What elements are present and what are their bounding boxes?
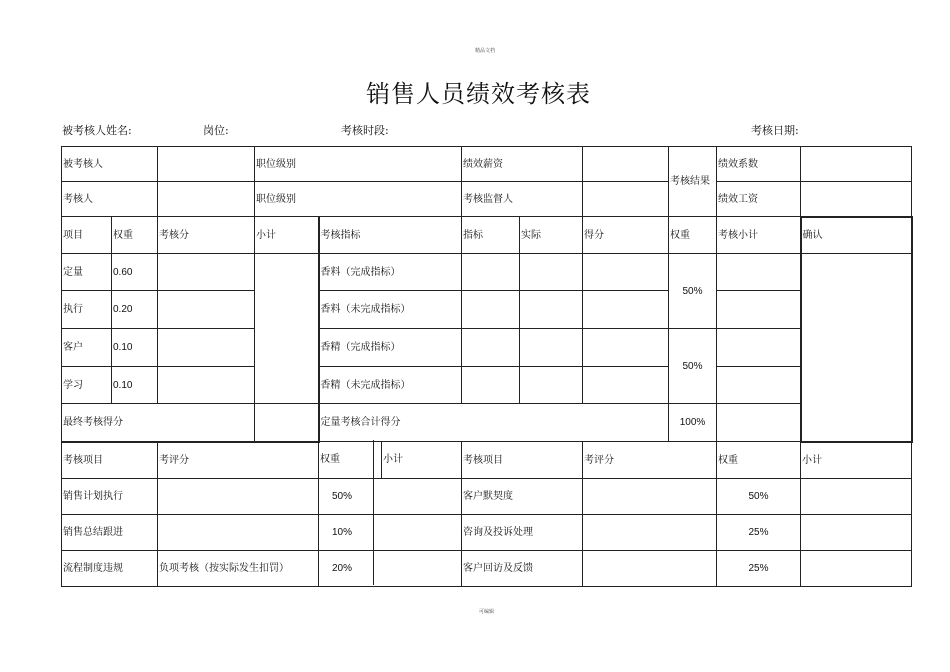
score-subtotal[interactable] — [255, 254, 319, 404]
confirm-box[interactable] — [801, 254, 912, 442]
points-1[interactable] — [583, 291, 669, 329]
col-score: 考核分 — [158, 217, 255, 254]
target-1[interactable] — [462, 291, 520, 329]
indicator-2: 香精（完成指标） — [319, 329, 462, 367]
qual-subtotal2-0[interactable] — [801, 479, 912, 515]
qual-weight-0: 50% — [319, 479, 462, 515]
perf-salary-value[interactable] — [583, 147, 669, 182]
qual-weight2-2: 25% — [717, 551, 801, 587]
quant-total-label: 定量考核合计得分 — [319, 404, 669, 442]
score-weight-1: 0.20 — [112, 291, 158, 329]
qual-weight-1: 10% — [319, 515, 462, 551]
qual-item2-1: 咨询及投诉处理 — [462, 515, 583, 551]
qual-col-weight2: 权重 — [717, 442, 801, 479]
qual-col-item: 考核项目 — [62, 442, 158, 479]
level-label-1: 职位级别 — [255, 147, 462, 182]
indicator-1: 香料（未完成指标） — [319, 291, 462, 329]
col-actual: 实际 — [520, 217, 583, 254]
perf-coeff-value[interactable] — [801, 147, 912, 182]
score-weight-3: 0.10 — [112, 367, 158, 404]
footer-note: 可编辑 — [479, 609, 495, 615]
result-label: 考核结果 — [669, 147, 717, 217]
employee-name-label: 被考核人姓名: — [62, 124, 132, 137]
target-0[interactable] — [462, 254, 520, 291]
qual-item-2: 流程制度违规 — [62, 551, 158, 587]
qual-rating2-2[interactable] — [583, 551, 717, 587]
final-score-value[interactable] — [255, 404, 319, 442]
col-subtotal: 小计 — [255, 217, 319, 254]
perf-wage-label: 绩效工资 — [717, 182, 801, 217]
score-value-0[interactable] — [158, 254, 255, 291]
indicator-3: 香精（未完成指标） — [319, 367, 462, 404]
qual-weight-2: 20% — [319, 551, 462, 587]
assess-subtotal-3[interactable] — [717, 367, 801, 404]
qual-col-rating: 考评分 — [158, 442, 319, 479]
perf-salary-label: 绩效薪资 — [462, 147, 583, 182]
score-item-1: 执行 — [62, 291, 112, 329]
col-confirm: 确认 — [801, 217, 912, 254]
col-indicator: 考核指标 — [319, 217, 462, 254]
indicator-0: 香料（完成指标） — [319, 254, 462, 291]
qual-item-0: 销售计划执行 — [62, 479, 158, 515]
score-item-3: 学习 — [62, 367, 112, 404]
qual-item2-0: 客户默契度 — [462, 479, 583, 515]
assessee-value[interactable] — [158, 147, 255, 182]
qual-rating-2: 负项考核（按实际发生扣罚） — [158, 551, 319, 587]
assessee-label: 被考核人 — [62, 147, 158, 182]
date-label: 考核日期: — [751, 124, 799, 137]
target-2[interactable] — [462, 329, 520, 367]
actual-2[interactable] — [520, 329, 583, 367]
page-title: 销售人员绩效考核表 — [366, 80, 591, 108]
assessment-table — [61, 146, 913, 587]
total-weight: 100% — [669, 404, 717, 442]
actual-3[interactable] — [520, 367, 583, 404]
points-3[interactable] — [583, 367, 669, 404]
qual-weight2-1: 25% — [717, 515, 801, 551]
group-weight-1: 50% — [669, 329, 717, 404]
qual-col-subtotal: 小计 — [381, 442, 403, 478]
qual-col-weight: 权重 小计 — [319, 442, 462, 479]
qual-rating-1[interactable] — [158, 515, 319, 551]
qual-subtotal2-1[interactable] — [801, 515, 912, 551]
level-label-2: 职位级别 — [255, 182, 462, 217]
qual-rating-0[interactable] — [158, 479, 319, 515]
score-value-2[interactable] — [158, 329, 255, 367]
perf-wage-value[interactable] — [801, 182, 912, 217]
header-note: 精品文档 — [475, 48, 496, 54]
assess-subtotal-2[interactable] — [717, 329, 801, 367]
supervisor-label: 考核监督人 — [462, 182, 583, 217]
score-item-0: 定量 — [62, 254, 112, 291]
score-weight-0: 0.60 — [112, 254, 158, 291]
position-label: 岗位: — [203, 124, 229, 137]
col-points: 得分 — [583, 217, 669, 254]
assess-subtotal-0[interactable] — [717, 254, 801, 291]
assessor-label: 考核人 — [62, 182, 158, 217]
qual-item2-2: 客户回访及反馈 — [462, 551, 583, 587]
qual-col-subtotal2: 小计 — [801, 442, 912, 479]
col-weight: 权重 — [112, 217, 158, 254]
qual-rating2-1[interactable] — [583, 515, 717, 551]
qual-subtotal-divider — [373, 440, 374, 585]
score-item-2: 客户 — [62, 329, 112, 367]
qual-col-item2: 考核项目 — [462, 442, 583, 479]
qual-rating2-0[interactable] — [583, 479, 717, 515]
qual-item-1: 销售总结跟进 — [62, 515, 158, 551]
col-assess-subtotal: 考核小计 — [717, 217, 801, 254]
actual-0[interactable] — [520, 254, 583, 291]
score-value-1[interactable] — [158, 291, 255, 329]
perf-coeff-label: 绩效系数 — [717, 147, 801, 182]
qual-subtotal2-2[interactable] — [801, 551, 912, 587]
col-item: 项目 — [62, 217, 112, 254]
qual-col-rating2: 考评分 — [583, 442, 717, 479]
col-weight2: 权重 — [669, 217, 717, 254]
points-0[interactable] — [583, 254, 669, 291]
group-weight-0: 50% — [669, 254, 717, 329]
assess-subtotal-1[interactable] — [717, 291, 801, 329]
actual-1[interactable] — [520, 291, 583, 329]
quant-total-value[interactable] — [717, 404, 801, 442]
period-label: 考核时段: — [341, 124, 389, 137]
score-weight-2: 0.10 — [112, 329, 158, 367]
score-value-3[interactable] — [158, 367, 255, 404]
col-target: 指标 — [462, 217, 520, 254]
points-2[interactable] — [583, 329, 669, 367]
final-score-label: 最终考核得分 — [62, 404, 255, 442]
supervisor-value[interactable] — [583, 182, 669, 217]
target-3[interactable] — [462, 367, 520, 404]
assessor-value[interactable] — [158, 182, 255, 217]
qual-weight2-0: 50% — [717, 479, 801, 515]
